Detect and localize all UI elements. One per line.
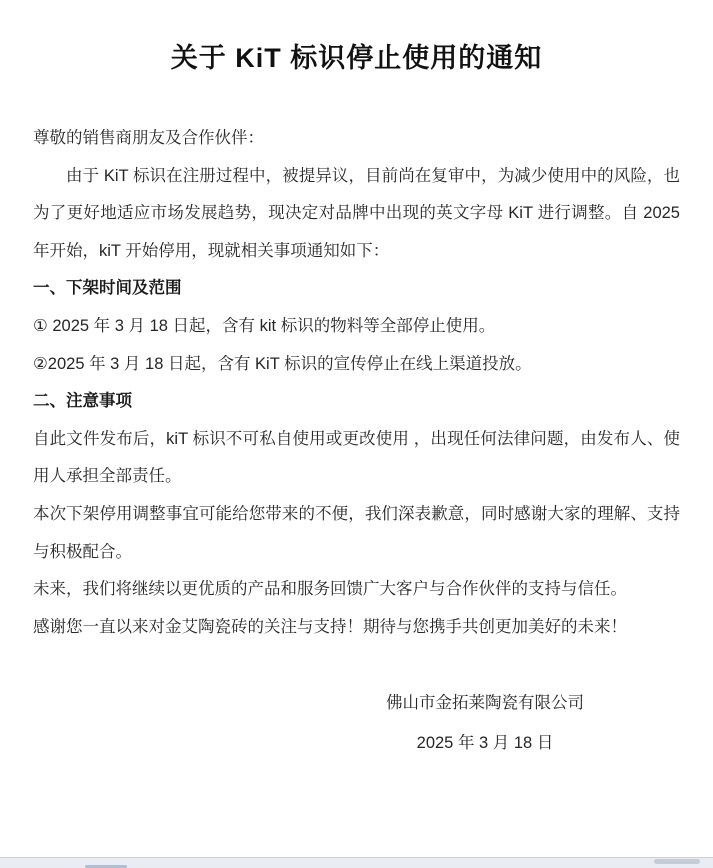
horizontal-scrollbar[interactable] [0, 857, 713, 868]
section1-item-2: ②2025 年 3 月 18 日起，含有 KiT 标识的宣传停止在线上渠道投放。 [33, 354, 532, 373]
section1-heading: 一、下架时间及范围 [33, 279, 182, 298]
section1-item-1: ① 2025 年 3 月 18 日起，含有 kit 标识的物料等全部停止使用。 [33, 316, 496, 335]
salutation: 尊敬的销售商朋友及合作伙伴： [33, 129, 264, 147]
document-page [0, 40, 713, 868]
section2-paragraph-1: 自此文件发布后，kiT 标识不可私自使用或更改使用 ，出现任何法律问题，由发布人、使用人承担全部责任。 [33, 429, 680, 486]
signature-company: 佛山市金拓莱陶瓷有限公司 [386, 694, 584, 713]
document-title: 关于 KiT 标识停止使用的通知 [170, 43, 543, 73]
section2-paragraph-3: 未来，我们将继续以更优质的产品和服务回馈广大客户与合作伙伴的支持与信任。 [33, 580, 627, 599]
section2-paragraph-4: 感谢您一直以来对金艾陶瓷砖的关注与支持！期待与您携手共创更加美好的未来！ [33, 617, 627, 636]
section2-heading: 二、注意事项 [33, 392, 132, 411]
section2-paragraph-2: 本次下架停用调整事宜可能给您带来的不便，我们深表歉意，同时感谢大家的理解、支持与积极配合。 [33, 504, 680, 561]
signature-date: 2025 年 3 月 18 日 [416, 734, 554, 753]
intro-paragraph: 由于 KiT 标识在注册过程中，被提异议，目前尚在复审中，为减少使用中的风险，也为了更好地适应市场发展趋势，现决定对品牌中出现的英文字母 KiT 进行调整。自 2025 年开始，kiT 开始停用，现就相关事项通知如下： [33, 166, 680, 260]
signature-block [345, 683, 625, 763]
scrollbar-thumb-right[interactable] [654, 859, 700, 864]
